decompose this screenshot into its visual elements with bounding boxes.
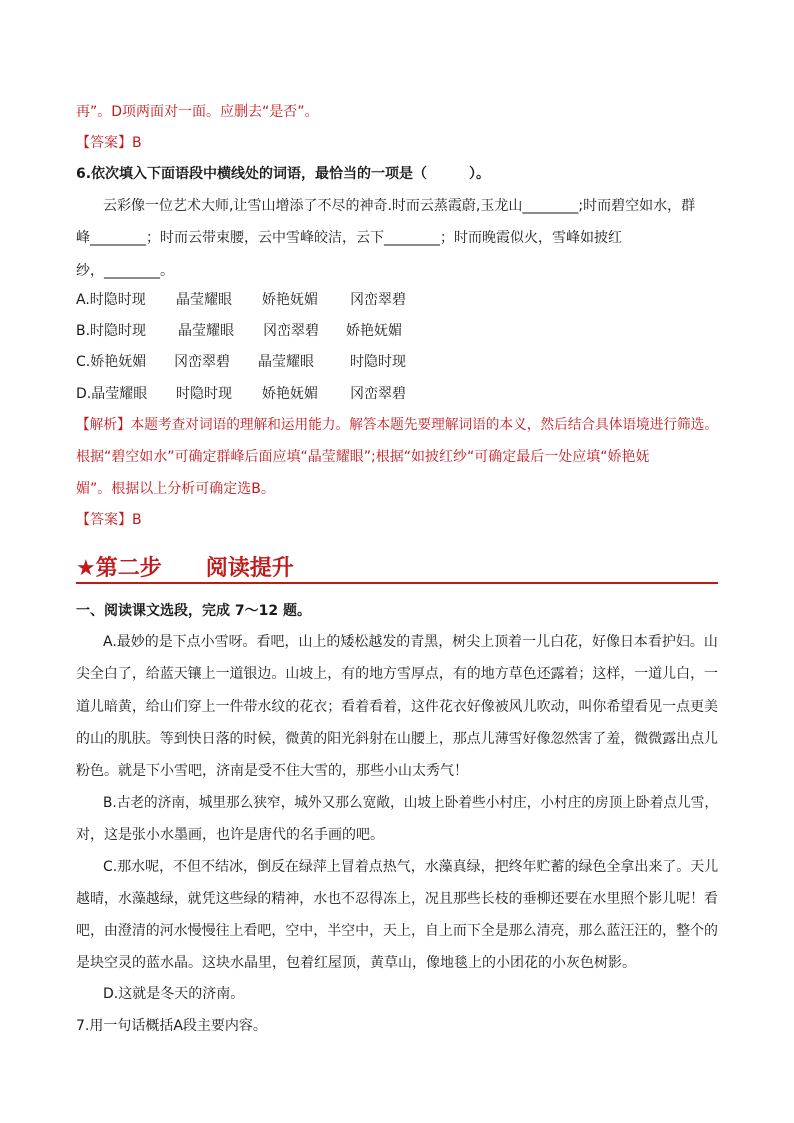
option-word: 时隐时现	[350, 354, 406, 370]
option-word: 冈峦翠碧	[263, 323, 319, 339]
paragraph-c-line: C.那水呢，不但不结冰，倒反在绿萍上冒着点热气，水藻真绿，把终年贮蓄的绿色全拿出来了。天儿	[103, 859, 719, 875]
passage-line: 云彩像一位艺术大师,让雪山增添了不尽的神奇.时而云蒸霞蔚,玉龙山________;时而碧空如水，群	[103, 198, 696, 214]
reading-heading: 一、阅读课文选段，完成 7～12 题。	[76, 603, 311, 619]
paragraph-c-line: 吧，由澄清的河水慢慢往上看吧，空中，半空中，天上，自上而下全是那么清亮，那么蓝汪汪的，整个的	[76, 923, 719, 939]
paragraph-a-line: 粉色。就是下小雪吧，济南是受不住大雪的，那些小山太秀气！	[76, 763, 468, 779]
option-word: 冈峦翠碧	[350, 292, 406, 308]
question-7: 7.用一句话概括A段主要内容。	[76, 1018, 267, 1034]
paragraph-b-line: 对，这是张小水墨画，也许是唐代的名手画的吧。	[76, 827, 384, 843]
section-heading	[76, 556, 718, 584]
answer-label: 【答案】B	[76, 512, 142, 528]
option-word: 娇艳妩媚	[262, 292, 318, 308]
paragraph-a-line: A.最妙的是下点小雪呀。看吧，山上的矮松越发的青黑，树尖上顶着一儿白花，好像日本看护妇。山	[103, 634, 718, 650]
paragraph-c-line: 是块空灵的蓝水晶。这块水晶里，包着红屋顶，黄草山，像地毯上的小团花的小灰色树影。	[76, 955, 636, 971]
paragraph-a-line: 道儿暗黄，给山们穿上一件带水纹的花衣；看着看着，这件花衣好像被风儿吹动，叫你希望看见一点更美	[76, 699, 719, 715]
paragraph-c-line: 越晴，水藻越绿，就凭这些绿的精神，水也不忍得冻上，况且那些长枝的垂柳还要在水里照个影儿呢！看	[76, 891, 719, 907]
option-label: D.晶莹耀眼	[76, 386, 148, 402]
paragraph-a-line: 尖全白了，给蓝天镶上一道银边。山坡上，有的地方雪厚点，有的地方草色还露着；这样，一道儿白，一	[76, 666, 719, 682]
explanation-line: 媚”。根据以上分析可确定选B。	[76, 481, 275, 497]
passage-line: 纱，________。	[76, 263, 174, 279]
option-word: 晶莹耀眼	[258, 354, 314, 370]
option-label: C.娇艳妩媚	[76, 354, 147, 370]
prev-answer-explanation-tail: 再”。D项两面对一面。应删去“是否”。	[76, 104, 319, 120]
explanation-line: 根据“碧空如水”可确定群峰后面应填“晶莹耀眼”;根据“如披红纱“可确定最后一处应填“娇艳妩	[76, 449, 650, 465]
section-title-text: 阅读提升	[205, 556, 294, 581]
paragraph-a-line: 的山的肌肤。等到快日落的时候，微黄的阳光斜射在山腰上，那点儿薄雪好像忽然害了羞，微微露出点儿	[76, 731, 719, 747]
option-word: 晶莹耀眼	[178, 323, 234, 339]
option-word: 冈峦翠碧	[174, 354, 230, 370]
option-label: B.时隐时现	[76, 323, 147, 339]
explanation-line: 【解析】本题考查对词语的理解和运用能力。解答本题先要理解词语的本义，然后结合具体语境进行筛选。	[76, 417, 719, 433]
paragraph-d-line: D.这就是冬天的济南。	[103, 986, 245, 1002]
option-word: 娇艳妩媚	[262, 386, 318, 402]
answer-label: 【答案】B	[76, 135, 142, 151]
section-step-label: ★第二步	[76, 556, 162, 581]
option-label: A.时隐时现	[76, 292, 146, 308]
paragraph-b-line: B.古老的济南，城里那么狭窄，城外又那么宽敞，山坡上卧着些小村庄，小村庄的房顶上卧着点儿雪，	[103, 795, 719, 811]
passage-line: 峰________；时而云带束腰，云中雪峰皎洁，云下________；时而晚霞似火，雪峰如披红	[76, 230, 622, 246]
question-6: 6.依次填入下面语段中横线处的词语，最恰当的一项是（ ）。	[76, 166, 491, 182]
option-word: 晶莹耀眼	[176, 292, 232, 308]
option-word: 时隐时现	[176, 386, 232, 402]
option-word: 冈峦翠碧	[350, 386, 406, 402]
option-word: 娇艳妩媚	[346, 323, 402, 339]
